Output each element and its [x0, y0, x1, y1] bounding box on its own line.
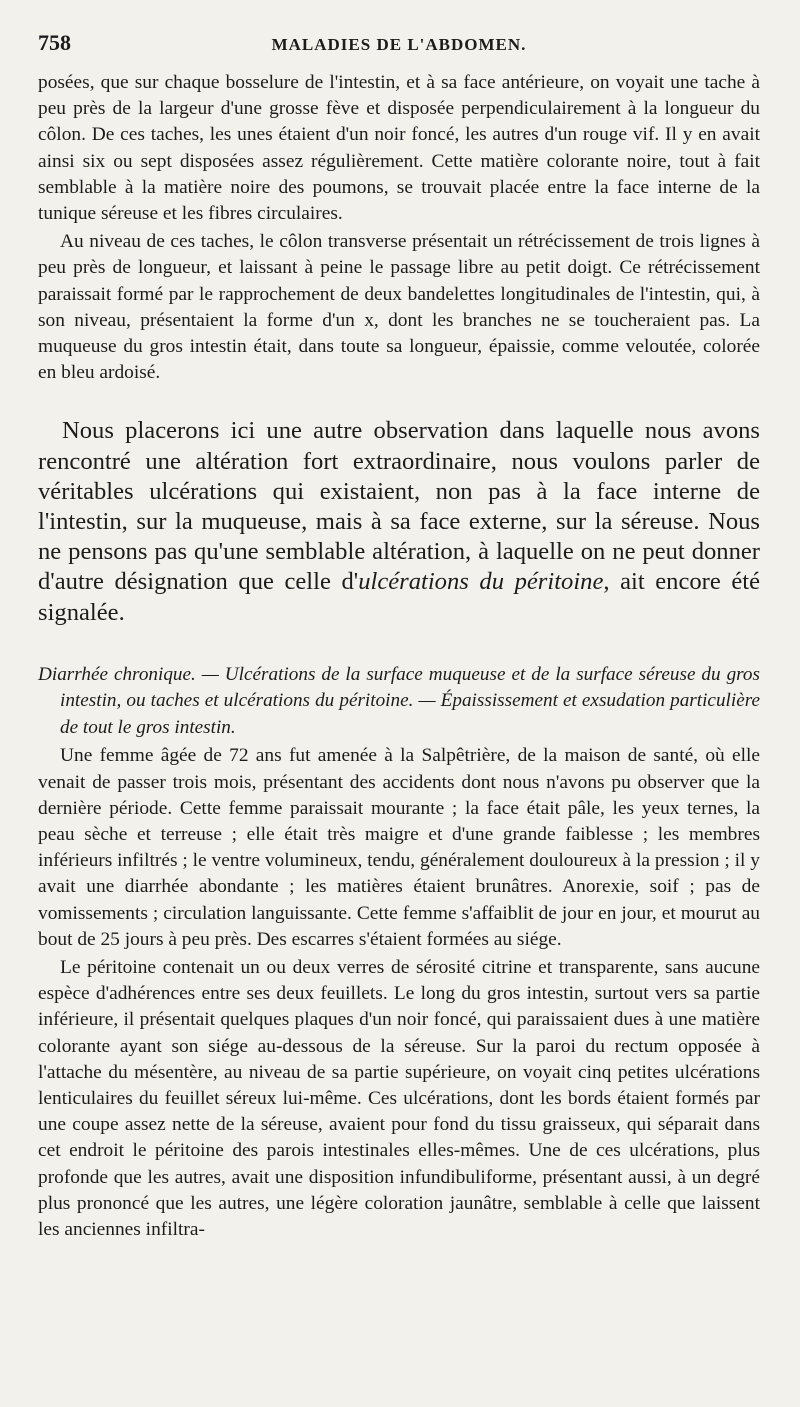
intro-emphasis: ulcérations du péritoine: [358, 568, 604, 596]
running-title: MALADIES DE L'ABDOMEN.: [271, 35, 527, 54]
paragraph-autopsy: Le péritoine contenait un ou deux verres de sérosité citrine et transparente, sans aucune espèce d'adhérences entre ses deux feuillets. Le long du gros intestin, surtout vers sa partie inférieure, il présentait quelques plaques d'un noir foncé, qui paraissaient dues à une matière colorante ayant son siége au-dessous de la séreuse. Sur la paroi du rectum opposée à l'attache du mésentère, au niveau de sa partie supérieure, on voyait cinq petites ulcérations lenticulaires du feuillet séreux lui-même. Ces ulcérations, dont les bords étaient formés par une coupe assez nette de la séreuse, avaient pour fond du tissu graisseux, qui séparait dans cet endroit le péritoine des parois intestinales elles-mêmes. Une de ces ulcérations, plus profonde que les autres, avait une disposition infundibuliforme, présentant aussi, à un degré plus prononcé que les autres, une légère coloration jaunâtre, semblable à celle que laissent les anciennes infiltra-: [38, 956, 760, 1241]
paragraph-continuation: posées, que sur chaque bosselure de l'intestin, et à sa face antérieure, on voyait une tache à peu près de la largeur d'une grosse fève et disposée perpendiculairement à la longueur du côlon. De ces taches, les unes étaient d'un noir foncé, les autres d'un rouge vif. Il y en avait ainsi six ou sept disposées assez régulièrement. Cette matière colorante noire, tout à fait semblable à la matière noire des poumons, se trouvait placée entre la face interne de la tunique séreuse et les fibres circulaires.: [38, 72, 760, 225]
paragraph-introduction: [38, 416, 760, 627]
paragraph-narrowing: Au niveau de ces taches, le côlon transverse présentait un rétrécissement de trois lignes à peu près de longueur, et laissant à peine le passage libre au petit doigt. Ce rétrécissement paraissait formé par le rapprochement de deux bandelettes longitudinales de l'intestin, qui, à son niveau, présentaient la forme d'un x, dont les branches ne se toucheraient pas. La muqueuse du gros intestin était, dans toute sa longueur, épaissie, comme veloutée, colorée en bleu ardoisé.: [38, 231, 760, 384]
observation-title: Diarrhée chronique. — Ulcérations de la surface muqueuse et de la surface séreuse du gros intestin, ou taches et ulcérations du péritoine. — Épaississement et exsudation particulière de tout le gros intestin.: [38, 663, 760, 738]
page-header: [38, 30, 760, 70]
intro-text-end: , ait encore été signalée.: [38, 568, 761, 626]
intro-text: Nous placerons ici une autre observation dans laquelle nous avons rencontré une altération fort extraordinaire, nous voulons parler de véritables ulcérations qui existaient, non pas à la face interne de l'intestin, sur la muqueuse, mais à sa face externe, sur la séreuse. Nous ne pensons pas qu'une semblable altération, à laquelle on ne peut donner d'autre désignation que celle d': [38, 417, 760, 596]
paragraph-case: Une femme âgée de 72 ans fut amenée à la Salpêtrière, de la maison de santé, où elle venait de passer trois mois, présentant des accidents dont nous n'avons pu observer que la dernière période. Cette femme paraissait mourante ; la face était pâle, les yeux ternes, la peau sèche et terreuse ; elle était très maigre et d'une grande faiblesse ; les membres inférieurs infiltrés ; le ventre volumineux, tendu, généralement douloureux à la pression ; il y avait une diarrhée abondante ; les matières étaient brunâtres. Anorexie, soif ; pas de vomissements ; circulation languissante. Cette femme s'affaiblit de jour en jour, et mourut au bout de 25 jours à peu près. Des escarres s'étaient formées au siége.: [38, 745, 760, 950]
page-number: 758: [38, 30, 71, 55]
